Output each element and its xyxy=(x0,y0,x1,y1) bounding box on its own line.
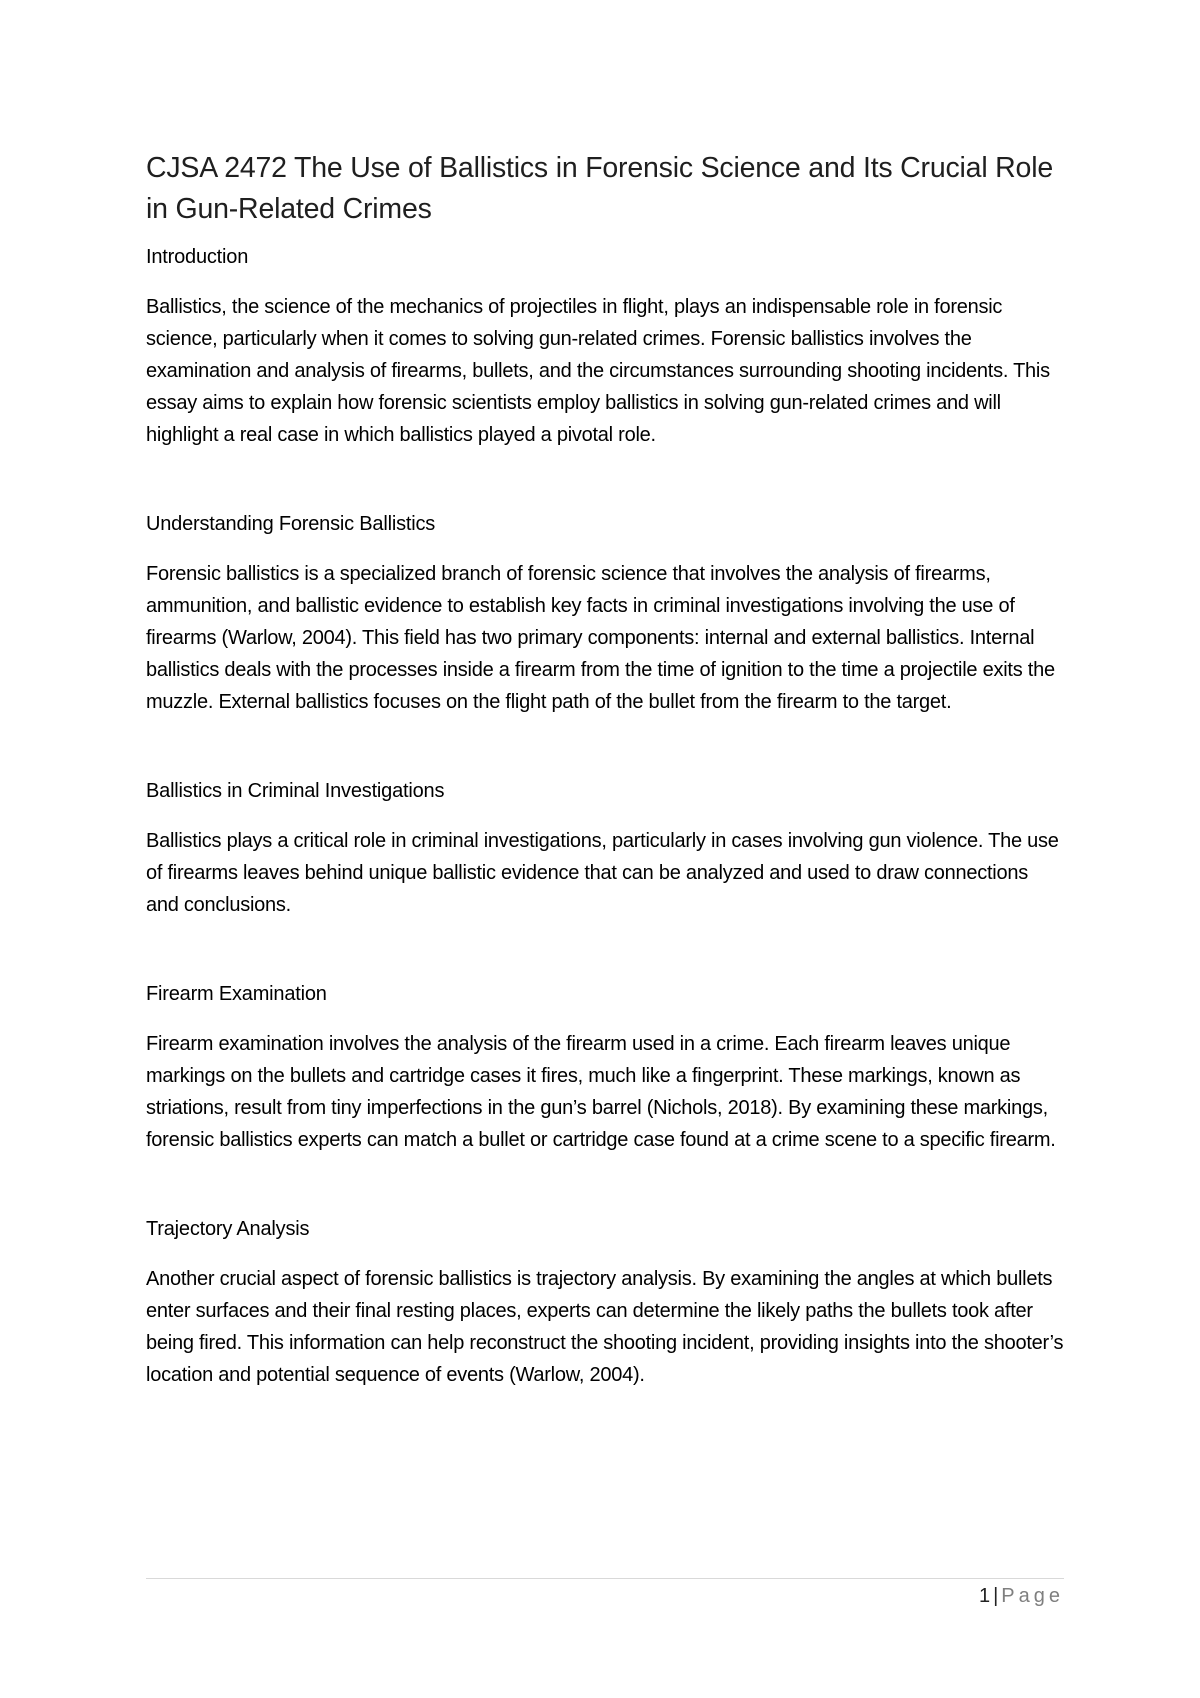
section-ballistics-in-criminal-investigations xyxy=(146,778,1064,921)
section-paragraph: Ballistics, the science of the mechanics of projectiles in flight, plays an indispensable role in forensic science, particularly when it comes to solving gun-related crimes. Forensic ballistics involves the examination and analysis of firearms, bullets, and the circumstances surrounding shooting incidents. This essay aims to explain how forensic scientists employ ballistics in solving gun-related crimes and will highlight a real case in which ballistics played a pivotal role. xyxy=(146,296,1050,446)
section-heading: Trajectory Analysis xyxy=(146,1218,310,1240)
section-introduction xyxy=(146,244,1064,451)
section-heading: Ballistics in Criminal Investigations xyxy=(146,780,445,802)
page-footer xyxy=(979,1583,1064,1609)
section-heading: Firearm Examination xyxy=(146,983,327,1005)
page-label: Page xyxy=(1001,1585,1064,1607)
section-paragraph: Firearm examination involves the analysis of the firearm used in a crime. Each firearm leaves unique markings on the bullets and cartridge cases it fires, much like a fingerprint. These markings, known as striations, result from tiny imperfections in the gun’s barrel (Nichols, 2018). By examining these markings, forensic ballistics experts can match a bullet or cartridge case found at a crime scene to a specific firearm. xyxy=(146,1033,1056,1151)
section-trajectory-analysis xyxy=(146,1216,1064,1391)
paragraph-spacer xyxy=(146,921,1064,981)
document-body xyxy=(146,148,1064,1391)
page-number: 1 xyxy=(978,1585,991,1607)
section-heading: Introduction xyxy=(146,246,249,268)
section-paragraph: Ballistics plays a critical role in criminal investigations, particularly in cases involving gun violence. The use of firearms leaves behind unique ballistic evidence that can be analyzed and used to draw connections and conclusions. xyxy=(146,830,1059,916)
document-title: CJSA 2472 The Use of Ballistics in Forensic Science and Its Crucial Role in Gun-Related Crimes xyxy=(146,152,1053,225)
paragraph-spacer xyxy=(146,451,1064,511)
section-firearm-examination xyxy=(146,981,1064,1156)
section-paragraph: Forensic ballistics is a specialized branch of forensic science that involves the analysis of firearms, ammunition, and ballistic evidence to establish key facts in criminal investigations involving the use of firearms (Warlow, 2004). This field has two primary components: internal and external ballistics. Internal ballistics deals with the processes inside a firearm from the time of ignition to the time a projectile exits the muzzle. External ballistics focuses on the flight path of the bullet from the firearm to the target. xyxy=(146,563,1055,713)
page-separator: | xyxy=(993,1585,999,1607)
paragraph-spacer xyxy=(146,718,1064,778)
footer-divider xyxy=(146,1578,1064,1579)
section-heading: Understanding Forensic Ballistics xyxy=(146,513,436,535)
section-paragraph: Another crucial aspect of forensic ballistics is trajectory analysis. By examining the angles at which bullets enter surfaces and their final resting places, experts can determine the likely paths the bullets took after being fired. This information can help reconstruct the shooting incident, providing insights into the shooter’s location and potential sequence of events (Warlow, 2004). xyxy=(146,1268,1064,1386)
paragraph-spacer xyxy=(146,1156,1064,1216)
section-understanding-forensic-ballistics xyxy=(146,511,1064,718)
